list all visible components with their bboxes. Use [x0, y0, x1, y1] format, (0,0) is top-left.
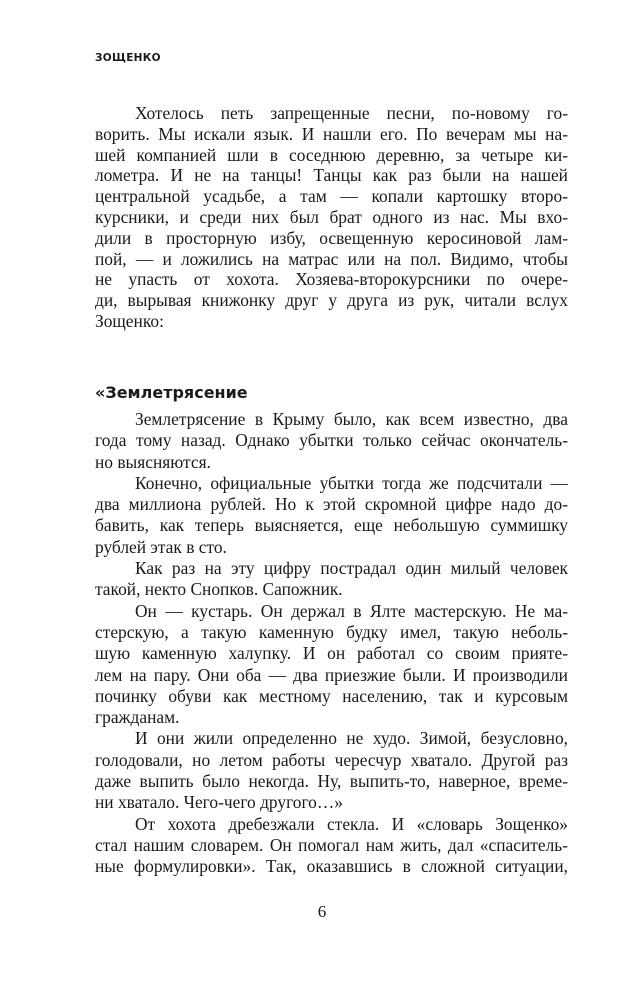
text-line: центральной усадьбе, а там — копали картошку второ- — [95, 186, 568, 207]
intro-paragraph — [95, 103, 568, 332]
text-line: голодовали, но летом работы чересчур хватало. Другой раз — [95, 749, 568, 770]
text-line: рублей этак в сто. — [95, 536, 227, 557]
text-line: шую каменную халупку. И он работал со своим прияте- — [95, 643, 568, 664]
text-line: два миллиона рублей. Но к этой скромной цифре надо до- — [95, 494, 568, 515]
text-line: ные формулировки». Так, оказавшись в сложной ситуации, — [95, 856, 568, 877]
text-line: Как раз на эту цифру пострадал один милый человек — [135, 558, 568, 579]
text-line: Он — кустарь. Он держал в Ялте мастерскую. Не ма- — [135, 600, 568, 621]
text-line: лем на пару. Они оба — два приезжие были. И производили — [95, 664, 568, 685]
text-line: лометра. И не на танцы! Танцы как раз были на нашей — [95, 165, 568, 186]
text-line: И они жили определенно не худо. Зимой, безусловно, — [135, 728, 568, 749]
text-line: стал нашим словарем. Он помогал нам жить, дал «спаситель- — [95, 834, 568, 855]
text-line: курсники, и среди них был брат одного из нас. Мы вхо- — [95, 206, 568, 227]
page-number: 6 — [317, 902, 327, 921]
text-line: гражданам. — [95, 707, 180, 728]
text-line: ди, вырывая книжонку друг у друга из рук, читали вслух — [95, 290, 568, 311]
text-line: стерскую, а такую каменную будку имел, такую неболь- — [95, 621, 568, 642]
text-line: такой, некто Снопков. Сапожник. — [95, 579, 343, 600]
text-line: Конечно, официальные убытки тогда же подсчитали — — [135, 472, 568, 493]
text-line: Хотелось петь запрещенные песни, по-новому го- — [135, 103, 568, 123]
text-line: починку обуви как местному населению, так и курсовым — [95, 685, 568, 706]
text-line: шей компанией шли в соседнюю деревню, за четыре ки- — [95, 144, 568, 165]
text-line: ни хватало. Чего-чего другого…» — [95, 792, 343, 813]
quote-heading: «Землетрясение — [95, 383, 248, 402]
text-line: года тому назад. Однако убытки только сейчас окончатель- — [95, 430, 568, 451]
text-line: пой, — и ложились на матрас или на пол. Видимо, чтобы — [95, 248, 568, 269]
text-line: дили в просторную избу, освещенную керосиновой лам- — [95, 227, 568, 248]
quote-text — [95, 409, 568, 878]
text-line: Землетрясение в Крыму было, как всем известно, два — [135, 409, 568, 429]
text-line: От хохота дребезжали стекла. И «словарь Зощенко» — [135, 813, 568, 834]
text-line: ворить. Мы искали язык. И нашли его. По вечерам мы на- — [95, 123, 568, 144]
text-line: бавить, как теперь выясняется, еще небольшую суммишку — [95, 515, 568, 536]
text-line: даже выпить было некогда. Ну, выпить-то, наверное, време- — [95, 771, 568, 792]
text-line: Зощенко: — [95, 310, 164, 331]
text-line: но выясняются. — [95, 451, 211, 472]
text-line: не упасть от хохота. Хозяева-второкурсники по очере- — [95, 269, 568, 290]
running-head: ЗОЩЕНКО — [95, 52, 161, 64]
